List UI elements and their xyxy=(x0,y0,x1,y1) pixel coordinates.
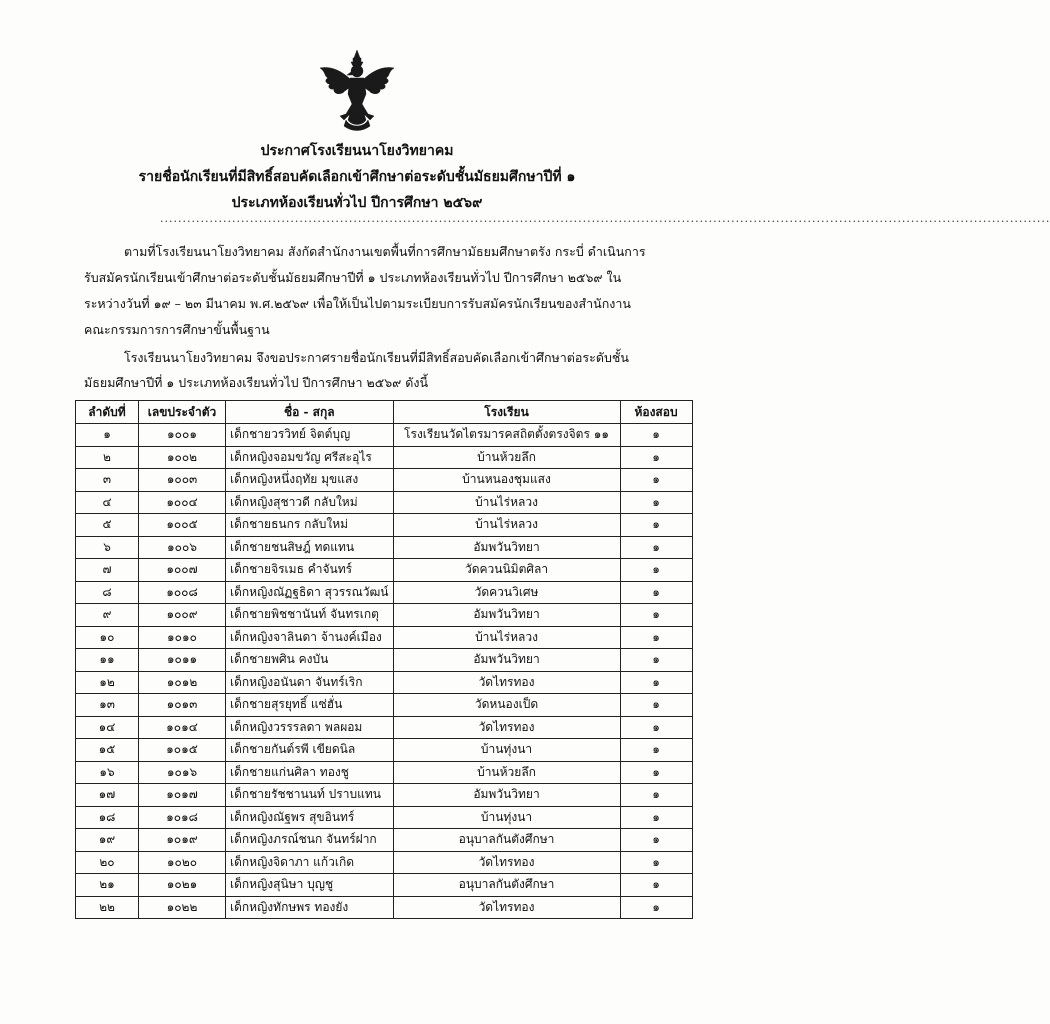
cell-full-name: เด็กหญิงทักษพร ทองยัง xyxy=(226,896,394,919)
cell-student-id: ๑๐๒๑ xyxy=(139,874,226,897)
cell-exam-room: ๑ xyxy=(620,536,692,559)
cell-school: อัมพวันวิทยา xyxy=(393,604,620,627)
cell-school: บ้านหนองชุมแสง xyxy=(393,469,620,492)
table-row xyxy=(76,559,693,582)
cell-full-name: เด็กหญิงวรรรลดา พลผอม xyxy=(226,716,394,739)
cell-full-name: เด็กหญิงณัฐพร สุขอินทร์ xyxy=(226,806,394,829)
cell-school: อัมพวันวิทยา xyxy=(393,649,620,672)
cell-student-id: ๑๐๑๘ xyxy=(139,806,226,829)
cell-exam-room: ๑ xyxy=(620,874,692,897)
cell-exam-room: ๑ xyxy=(620,424,692,447)
announcement-subtitle: รายชื่อนักเรียนที่มีสิทธิ์สอบคัดเลือกเข้าศึกษาต่อระดับชั้นมัธยมศึกษาปีที่ ๑ xyxy=(138,169,576,185)
cell-order: ๑๙ xyxy=(76,829,139,852)
cell-exam-room: ๑ xyxy=(620,671,692,694)
cell-full-name: เด็กชายชนสิษฎ์ ทดแทน xyxy=(226,536,394,559)
cell-order: ๑ xyxy=(76,424,139,447)
cell-student-id: ๑๐๐๗ xyxy=(139,559,226,582)
cell-student-id: ๑๐๒๒ xyxy=(139,896,226,919)
cell-order: ๕ xyxy=(76,514,139,537)
table-header-row xyxy=(76,401,693,424)
cell-full-name: เด็กหญิงจอมขวัญ ศรีสะอุไร xyxy=(226,446,394,469)
cell-exam-room: ๑ xyxy=(620,604,692,627)
cell-student-id: ๑๐๐๑ xyxy=(139,424,226,447)
paragraph-line: ระหว่างวันที่ ๑๙ – ๒๓ มีนาคม พ.ศ.๒๕๖๙ เพื่อให้เป็นไปตามระเบียบการรับสมัครนักเรียนของสำนักงาน xyxy=(84,296,631,311)
cell-order: ๑๑ xyxy=(76,649,139,672)
paragraph-line: มัธยมศึกษาปีที่ ๑ ประเภทห้องเรียนทั่วไป ปีการศึกษา ๒๕๖๙ ดังนี้ xyxy=(84,375,429,390)
table-row xyxy=(76,851,693,874)
table-row xyxy=(76,761,693,784)
cell-school: บ้านไร่หลวง xyxy=(393,626,620,649)
header-school: โรงเรียน xyxy=(393,401,620,424)
cell-exam-room: ๑ xyxy=(620,491,692,514)
cell-school: วัดไทรทอง xyxy=(393,896,620,919)
cell-school: อัมพวันวิทยา xyxy=(393,784,620,807)
cell-exam-room: ๑ xyxy=(620,626,692,649)
table-row xyxy=(76,739,693,762)
table-row xyxy=(76,671,693,694)
paragraph-line: รับสมัครนักเรียนเข้าศึกษาต่อระดับชั้นมัธยมศึกษาปีที่ ๑ ประเภทห้องเรียนทั่วไป ปีการศึกษา ๒๕๖๙ ใน xyxy=(84,270,622,285)
cell-full-name: เด็กชายพศิน คงบัน xyxy=(226,649,394,672)
cell-full-name: เด็กหญิงจิดาภา แก้วเกิด xyxy=(226,851,394,874)
table-row xyxy=(76,829,693,852)
cell-student-id: ๑๐๐๘ xyxy=(139,581,226,604)
cell-exam-room: ๑ xyxy=(620,514,692,537)
cell-order: ๖ xyxy=(76,536,139,559)
cell-order: ๑๘ xyxy=(76,806,139,829)
cell-order: ๒๑ xyxy=(76,874,139,897)
cell-exam-room: ๑ xyxy=(620,896,692,919)
dotted-separator: ...................................................................................................................................................................................................... xyxy=(160,212,1050,225)
header-exam-room: ห้องสอบ xyxy=(620,401,692,424)
cell-order: ๑๓ xyxy=(76,694,139,717)
cell-student-id: ๑๐๐๔ xyxy=(139,491,226,514)
cell-student-id: ๑๐๑๕ xyxy=(139,739,226,762)
cell-order: ๑๗ xyxy=(76,784,139,807)
cell-exam-room: ๑ xyxy=(620,559,692,582)
cell-order: ๒๐ xyxy=(76,851,139,874)
announcement-title: ประกาศโรงเรียนนาโยงวิทยาคม xyxy=(260,143,454,159)
cell-student-id: ๑๐๐๕ xyxy=(139,514,226,537)
paragraph-line: โรงเรียนนาโยงวิทยาคม จึงขอประกาศรายชื่อนักเรียนที่มีสิทธิ์สอบคัดเลือกเข้าศึกษาต่อระดับชั้น xyxy=(124,350,629,365)
student-roster-table xyxy=(75,400,693,919)
table-row xyxy=(76,446,693,469)
cell-student-id: ๑๐๑๑ xyxy=(139,649,226,672)
table-row xyxy=(76,874,693,897)
cell-full-name: เด็กชายแก่นศิลา ทองชู xyxy=(226,761,394,784)
cell-exam-room: ๑ xyxy=(620,581,692,604)
cell-school: โรงเรียนวัดไตรมารคสถิตตั้งตรงจิตร ๑๑ xyxy=(393,424,620,447)
cell-full-name: เด็กชายกันต์รพี เขียดนิล xyxy=(226,739,394,762)
cell-school: วัดควนนิมิตศิลา xyxy=(393,559,620,582)
table-row xyxy=(76,626,693,649)
table-row xyxy=(76,424,693,447)
header-order: ลำดับที่ xyxy=(76,401,139,424)
cell-student-id: ๑๐๑๗ xyxy=(139,784,226,807)
cell-order: ๗ xyxy=(76,559,139,582)
table-body xyxy=(76,424,693,919)
cell-order: ๑๕ xyxy=(76,739,139,762)
cell-full-name: เด็กชายธนกร กลับใหม่ xyxy=(226,514,394,537)
cell-order: ๑๐ xyxy=(76,626,139,649)
cell-order: ๒๒ xyxy=(76,896,139,919)
table-row xyxy=(76,784,693,807)
paragraph-line: คณะกรรมการการศึกษาขั้นพื้นฐาน xyxy=(84,322,270,337)
table-row xyxy=(76,514,693,537)
cell-school: บ้านทุ่งนา xyxy=(393,739,620,762)
cell-order: ๔ xyxy=(76,491,139,514)
cell-school: อนุบาลกันตังศึกษา xyxy=(393,829,620,852)
table-row xyxy=(76,806,693,829)
cell-school: อนุบาลกันตังศึกษา xyxy=(393,874,620,897)
paragraph-line: ตามที่โรงเรียนนาโยงวิทยาคม สังกัดสำนักงานเขตพื้นที่การศึกษามัธยมศึกษาตรัง กระบี่ ดำเนินการ xyxy=(124,244,646,259)
cell-full-name: เด็กชายจิรเมธ คำจันทร์ xyxy=(226,559,394,582)
cell-student-id: ๑๐๐๖ xyxy=(139,536,226,559)
cell-student-id: ๑๐๒๐ xyxy=(139,851,226,874)
cell-school: บ้านห้วยลึก xyxy=(393,446,620,469)
header-student-id: เลขประจำตัว xyxy=(139,401,226,424)
cell-full-name: เด็กหญิงจาลินดา จ้านงค์เมือง xyxy=(226,626,394,649)
cell-full-name: เด็กหญิงอนันดา จันทร์เริก xyxy=(226,671,394,694)
table-row xyxy=(76,649,693,672)
cell-order: ๑๖ xyxy=(76,761,139,784)
cell-student-id: ๑๐๑๓ xyxy=(139,694,226,717)
cell-school: อัมพวันวิทยา xyxy=(393,536,620,559)
cell-school: วัดไทรทอง xyxy=(393,851,620,874)
cell-exam-room: ๑ xyxy=(620,469,692,492)
cell-order: ๓ xyxy=(76,469,139,492)
table-row xyxy=(76,491,693,514)
cell-school: บ้านไร่หลวง xyxy=(393,491,620,514)
cell-student-id: ๑๐๑๖ xyxy=(139,761,226,784)
cell-full-name: เด็กหญิงสุนิษา บุญชู xyxy=(226,874,394,897)
garuda-emblem-icon xyxy=(316,48,398,132)
table-row xyxy=(76,604,693,627)
cell-school: บ้านทุ่งนา xyxy=(393,806,620,829)
table-row xyxy=(76,469,693,492)
table-row xyxy=(76,694,693,717)
cell-exam-room: ๑ xyxy=(620,829,692,852)
cell-full-name: เด็กชายวรวิทย์ จิตต์บุญ xyxy=(226,424,394,447)
cell-student-id: ๑๐๑๒ xyxy=(139,671,226,694)
cell-full-name: เด็กหญิงสุชาวดี กลับใหม่ xyxy=(226,491,394,514)
cell-school: บ้านห้วยลึก xyxy=(393,761,620,784)
cell-order: ๑๒ xyxy=(76,671,139,694)
cell-school: วัดไทรทอง xyxy=(393,671,620,694)
cell-exam-room: ๑ xyxy=(620,446,692,469)
cell-exam-room: ๑ xyxy=(620,806,692,829)
table-row xyxy=(76,896,693,919)
cell-full-name: เด็กชายพิชชานันท์ จันทรเกตุ xyxy=(226,604,394,627)
cell-student-id: ๑๐๑๙ xyxy=(139,829,226,852)
cell-order: ๒ xyxy=(76,446,139,469)
table-row xyxy=(76,716,693,739)
cell-full-name: เด็กหญิงภรณ์ชนก จันทร์ฝาก xyxy=(226,829,394,852)
cell-school: วัดควนวิเศษ xyxy=(393,581,620,604)
cell-student-id: ๑๐๐๙ xyxy=(139,604,226,627)
cell-full-name: เด็กหญิงหนึ่งฤทัย มุขแสง xyxy=(226,469,394,492)
announcement-category: ประเภทห้องเรียนทั่วไป ปีการศึกษา ๒๕๖๙ xyxy=(231,195,483,211)
cell-exam-room: ๑ xyxy=(620,694,692,717)
cell-school: บ้านไร่หลวง xyxy=(393,514,620,537)
table-row xyxy=(76,581,693,604)
cell-order: ๙ xyxy=(76,604,139,627)
header-full-name: ชื่อ - สกุล xyxy=(226,401,394,424)
cell-full-name: เด็กชายสุรยุทธิ์ แซ่ฮั่น xyxy=(226,694,394,717)
cell-order: ๘ xyxy=(76,581,139,604)
cell-order: ๑๔ xyxy=(76,716,139,739)
cell-exam-room: ๑ xyxy=(620,761,692,784)
cell-student-id: ๑๐๐๒ xyxy=(139,446,226,469)
cell-student-id: ๑๐๐๓ xyxy=(139,469,226,492)
cell-exam-room: ๑ xyxy=(620,716,692,739)
cell-school: วัดหนองเป็ด xyxy=(393,694,620,717)
cell-student-id: ๑๐๑๔ xyxy=(139,716,226,739)
cell-exam-room: ๑ xyxy=(620,784,692,807)
cell-full-name: เด็กชายรัชชานนท์ ปราบแทน xyxy=(226,784,394,807)
cell-exam-room: ๑ xyxy=(620,739,692,762)
cell-full-name: เด็กหญิงณัฏฐธิดา สุวรรณวัฒน์ xyxy=(226,581,394,604)
cell-exam-room: ๑ xyxy=(620,649,692,672)
cell-student-id: ๑๐๑๐ xyxy=(139,626,226,649)
table-row xyxy=(76,536,693,559)
cell-school: วัดไทรทอง xyxy=(393,716,620,739)
cell-exam-room: ๑ xyxy=(620,851,692,874)
